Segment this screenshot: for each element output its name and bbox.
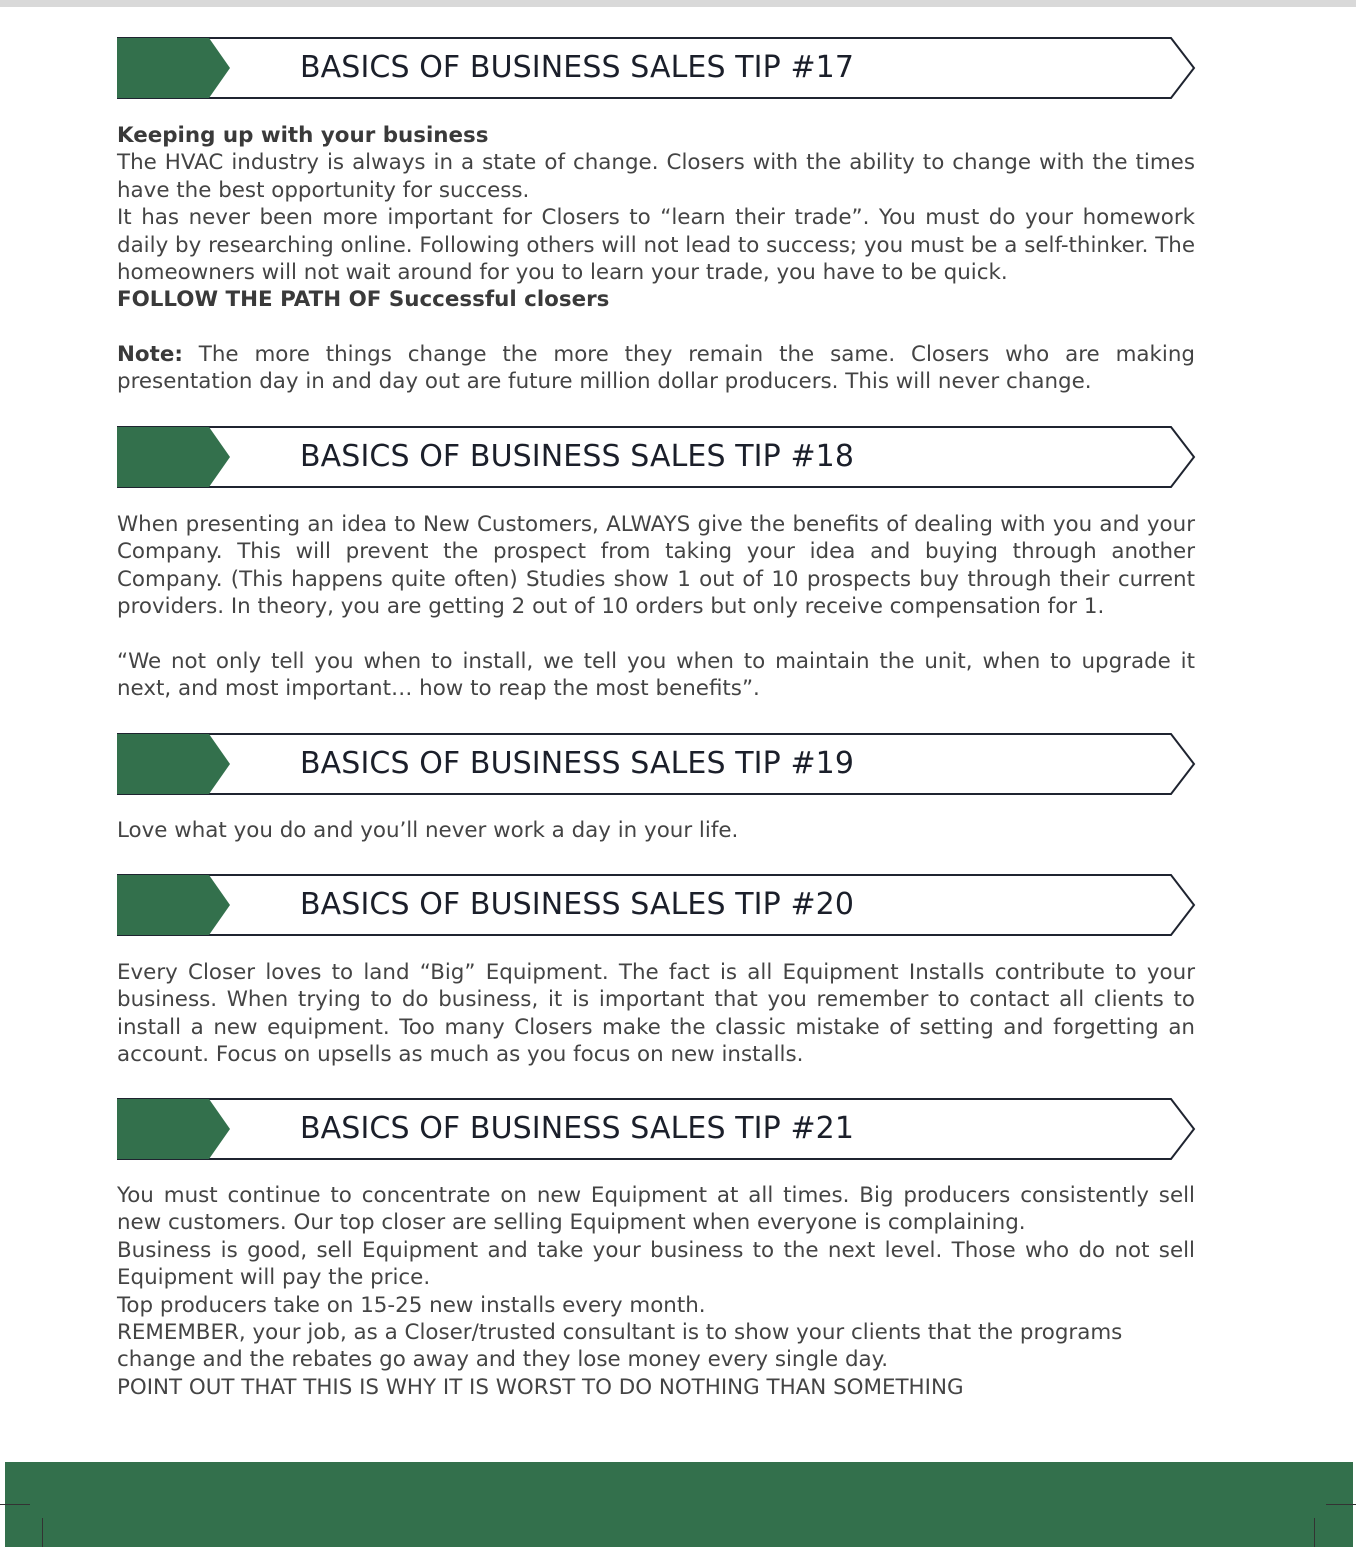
tip-18-paragraph-1: When presenting an idea to New Customers, ALWAYS give the benefits of dealing with you and your Company. This will prevent the prospect from taking your idea and buying through another Company. (This happens quite often) Studies show 1 out of 10 prospects buy through their current providers. In theory, you are getting 2 out of 10 orders but only receive compensation for 1. — [117, 512, 1195, 620]
tip-17-body — [117, 122, 1195, 396]
tip-17-note-text: The more things change the more they remain the same. Closers who are making presentation day in and day out are future million dollar producers. This will never change. — [117, 341, 1195, 395]
tip-21-paragraph-4: REMEMBER, your job, as a Closer/trusted consultant is to show your clients that the programs change and the rebates go away and they lose money every single day. — [117, 1320, 1123, 1373]
tip-17-banner — [117, 37, 1196, 99]
tip-17-heading: Keeping up with your business — [117, 123, 489, 148]
crop-mark-left-vertical — [42, 1518, 43, 1547]
tip-17-title: BASICS OF BUSINESS SALES TIP #17 — [300, 50, 855, 85]
tip-18-banner — [117, 426, 1196, 488]
tip-17-paragraph-1: The HVAC industry is always in a state of change. Closers with the ability to change with the times have the best opportunity for success. — [117, 150, 1195, 203]
tip-20-paragraph-1: Every Closer loves to land “Big” Equipment. The fact is all Equipment Installs contribute to your business. When trying to do business, it is important that you remember to contact all clients to install a new equipment. Too many Closers make the classic mistake of setting and forgetting an account. Focus on upsells as much as you focus on new installs. — [117, 960, 1195, 1068]
tip-17-note-label: Note: — [117, 341, 183, 367]
tip-19-paragraph-1: Love what you do and you’ll never work a day in your life. — [117, 818, 739, 843]
tip-19-title: BASICS OF BUSINESS SALES TIP #19 — [300, 746, 855, 781]
tip-18-quote: “We not only tell you when to install, we tell you when to maintain the unit, when to upgrade it next, and most important… how to reap the most benefits”. — [117, 648, 1195, 702]
tip-21-paragraph-3: Top producers take on 15-25 new installs every month. — [117, 1292, 706, 1318]
top-gray-bar — [0, 0, 1356, 7]
tip-17-note — [117, 341, 1195, 396]
tip-17-paragraph-2: It has never been more important for Closers to “learn their trade”. You must do your homework daily by researching online. Following others will not lead to success; you must be a self-thinker. The homeowners will not wait around for you to learn your trade, you have to be quick. — [117, 205, 1195, 286]
tip-21-banner — [117, 1098, 1196, 1160]
tip-18-title: BASICS OF BUSINESS SALES TIP #18 — [300, 439, 855, 474]
tip-20-title: BASICS OF BUSINESS SALES TIP #20 — [300, 887, 855, 922]
tip-19-body — [117, 817, 1195, 844]
tip-18-body — [117, 511, 1195, 702]
tip-21-paragraph-5: POINT OUT THAT THIS IS WHY IT IS WORST TO DO NOTHING THAN SOMETHING — [117, 1374, 964, 1400]
tip-21-body — [117, 1182, 1195, 1401]
tip-20-banner — [117, 874, 1196, 936]
tip-17-callout: FOLLOW THE PATH OF Successful closers — [117, 287, 610, 313]
tip-21-paragraph-2: Business is good, sell Equipment and take your business to the next level. Those who do not sell Equipment will pay the price. — [117, 1237, 1195, 1291]
crop-mark-right-horizontal — [1326, 1504, 1356, 1505]
tip-19-banner — [117, 733, 1196, 795]
tip-21-paragraph-1: You must continue to concentrate on new Equipment at all times. Big producers consistently sell new customers. Our top closer are selling Equipment when everyone is complaining. — [117, 1183, 1195, 1236]
tip-20-body — [117, 959, 1195, 1069]
footer-green-band — [5, 1462, 1353, 1547]
crop-mark-right-vertical — [1314, 1518, 1315, 1547]
tip-21-title: BASICS OF BUSINESS SALES TIP #21 — [300, 1111, 855, 1146]
crop-mark-left-horizontal — [0, 1504, 30, 1505]
